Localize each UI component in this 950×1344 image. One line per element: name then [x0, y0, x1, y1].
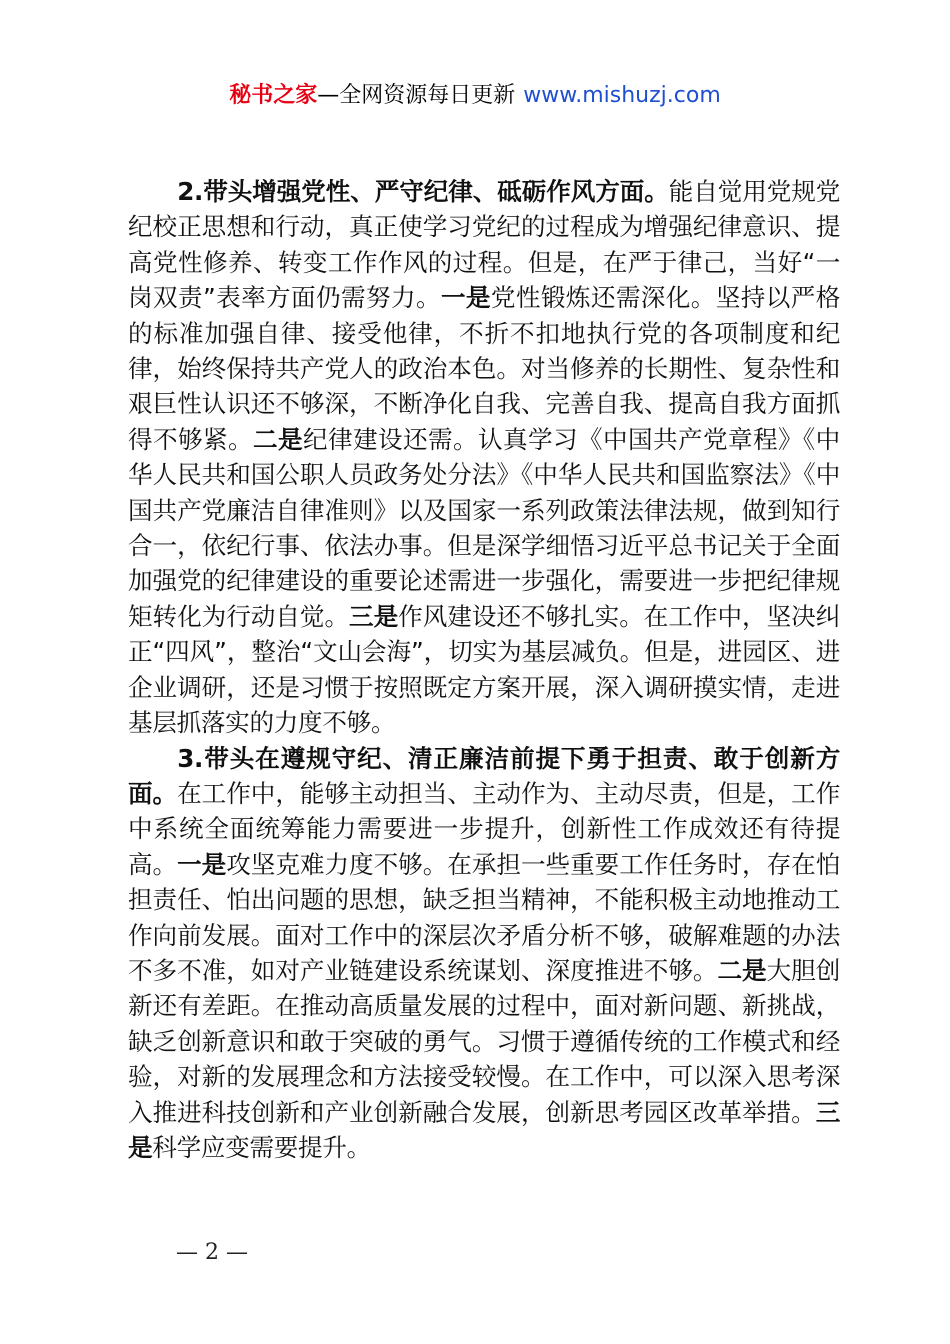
section-3-heading: 3.带头在遵规守纪、清正廉洁前提下勇于担责、敢于创新方面。: [128, 743, 840, 808]
point-text: 党性锻炼还需深化。坚持以严格的标准加强自律、接受他律，不折不扣地执行党的各项制度和纪律，始终保持共产党人的政治本色。对当修养的长期性、复杂性和艰巨性认识还不够深，不断净化自我、完善自我、提高自我方面抓得不够紧。: [128, 283, 840, 454]
point-label: 一是: [177, 849, 227, 879]
page-number: — 2 —: [176, 1240, 248, 1265]
section-2-intro: 能自觉用党规党纪校正思想和行动，真正使学习党纪的过程成为增强纪律意识、提高党性修养、转变工作作风的过程。但是，在严于律己，当好“一岗双责”表率方面仍需努力。: [128, 177, 840, 313]
section-3-intro: 在工作中，能够主动担当、主动作为、主动尽责，但是，工作中系统全面统筹能力需要进一步提升，创新性工作成效还有待提高。: [128, 778, 840, 879]
document-body: [128, 174, 840, 1165]
point-label: 三是: [349, 601, 399, 631]
point-label: 二是: [717, 955, 767, 985]
point-text: 攻坚克难力度不够。在承担一些重要工作任务时，存在怕担责任、怕出问题的思想，缺乏担当精神，不能积极主动地推动工作向前发展。面对工作中的深层次矛盾分析不够，破解难题的办法不多不准，如对产业链建设系统谋划、深度推进不够。: [128, 849, 840, 985]
point-label: 二是: [253, 424, 303, 454]
point-text: 作风建设还不够扎实。在工作中，坚决纠正“四风”，整治“文山会海”，切实为基层减负。但是，进园区、进企业调研，还是习惯于按照既定方案开展，深入调研摸实情，走进基层抓落实的力度不够。: [128, 601, 840, 738]
section-2-heading: 2.带头增强党性、严守纪律、砥砺作风方面。: [177, 177, 669, 206]
point-text: 科学应变需要提升。: [152, 1132, 371, 1162]
header-tagline: —全网资源每日更新: [317, 83, 516, 108]
brand-name: 秘书之家: [229, 83, 318, 108]
point-label: 一是: [440, 283, 491, 313]
page-header: [0, 80, 950, 112]
point-label: 三是: [128, 1097, 840, 1162]
point-text: 纪律建设还需。认真学习《中国共产党章程》《中华人民共和国公职人员政务处分法》《中华人民共和国监察法》《中国共产党廉洁自律准则》以及国家一系列政策法律法规，做到知行合一，依纪行事、依法办事。但是深学细悟习近平总书记关于全面加强党的纪律建设的重要论述需进一步强化，需要进一步把纪律规矩转化为行动自觉。: [128, 424, 840, 631]
point-text: 大胆创新还有差距。在推动高质量发展的过程中，面对新问题、新挑战，缺乏创新意识和敢于突破的勇气。习惯于遵循传统的工作模式和经验，对新的发展理念和方法接受较慢。在工作中，可以深入思考深入推进科技创新和产业创新融合发展，创新思考园区改革举措。: [128, 955, 840, 1127]
website-link[interactable]: www.mishuzj.com: [523, 83, 721, 108]
paragraph-section-3: [128, 741, 840, 1166]
paragraph-section-2: [128, 174, 840, 741]
